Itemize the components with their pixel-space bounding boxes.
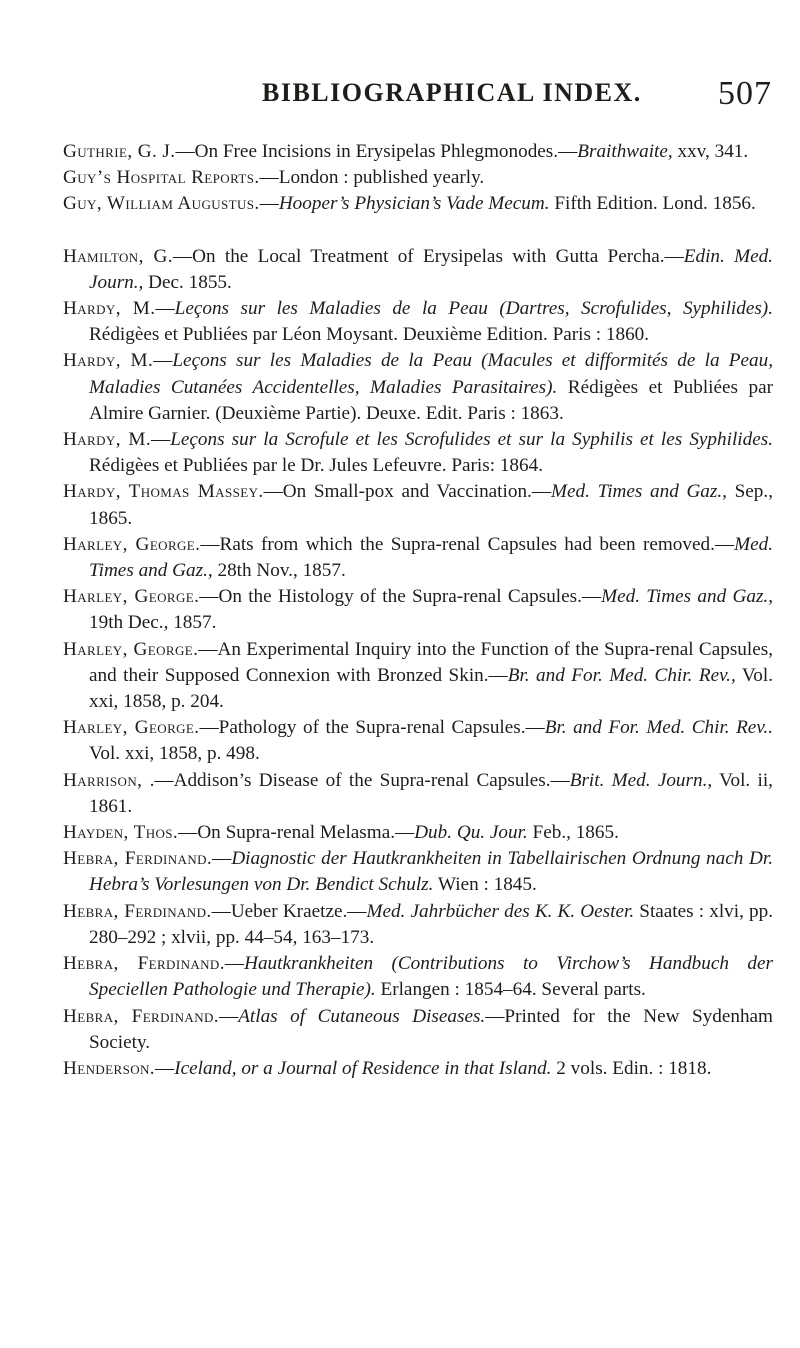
entry-text: —On Free Incisions in Erysipelas Phlegmonodes.— bbox=[175, 141, 578, 162]
index-entry bbox=[63, 348, 773, 427]
entry-author: Hardy, M. bbox=[63, 429, 152, 451]
entry-text: Feb., 1865. bbox=[527, 822, 619, 844]
entry-text: Erlangen : 1854–64. Several parts. bbox=[375, 979, 646, 1001]
entry-text: Vol. ii, 1861. bbox=[89, 769, 773, 817]
running-title: BIBLIOGRAPHICAL INDEX. bbox=[262, 78, 642, 107]
entry-italic: Med. Times and Gaz., bbox=[551, 481, 727, 503]
entry-italic: Med. Times and Gaz., bbox=[601, 586, 774, 608]
entry-italic: Brit. Med. Journ., bbox=[569, 769, 713, 791]
entry-text: Wien : 1845. bbox=[433, 874, 537, 896]
index-entry bbox=[63, 846, 773, 898]
entry-text: 2 vols. Edin. : 1818. bbox=[551, 1057, 712, 1079]
index-entry bbox=[63, 820, 773, 846]
entry-text: —On Small-pox and Vaccination.— bbox=[263, 481, 552, 503]
entry-italic: Dub. Qu. Jour. bbox=[414, 822, 528, 844]
entry-text: — bbox=[155, 1057, 175, 1079]
entry-text: Vol. xxi, 1858, p. 204. bbox=[89, 664, 773, 713]
entry-author: Guy, William Augustus. bbox=[63, 193, 260, 215]
entry-author: Harley, George. bbox=[63, 717, 200, 739]
entry-italic: Leçons sur la Scrofule et les Scrofulides et sur la Syphilis et les Syphilides. bbox=[170, 429, 773, 451]
entry-author: Hardy, Thomas Massey. bbox=[63, 481, 264, 503]
index-entry bbox=[63, 165, 773, 191]
index-entry bbox=[63, 899, 773, 951]
entry-italic: Hautkrankheiten (Contributions to Virchow’s Handbuch der Speciellen Pathologie und Therapie). bbox=[89, 953, 773, 1001]
index-entry bbox=[63, 191, 773, 217]
entry-italic: Hooper’s Physician’s Vade Mecum. bbox=[278, 193, 550, 215]
entry-author: Hardy, M. bbox=[63, 298, 156, 320]
index-entry bbox=[63, 1004, 773, 1056]
entry-text: — bbox=[153, 350, 173, 372]
entry-text: Vol. xxi, 1858, p. 498. bbox=[89, 743, 260, 765]
entry-italic: Diagnostic der Hautkrankheiten in Tabellairischen Ordnung nach Dr. Hebra’s Vorlesungen von Dr. Bendict Schulz. bbox=[89, 848, 773, 896]
entry-text: —London : published yearly. bbox=[259, 167, 485, 189]
entry-italic: Leçons sur les Maladies de la Peau (Macules et difformités de la Peau, Maladies Cutanées Accidentelles, Maladies Parasitaires). bbox=[89, 350, 774, 398]
entry-author: Hebra, Ferdinand. bbox=[63, 1005, 219, 1027]
entry-author: Hamilton, G. bbox=[63, 245, 173, 267]
index-entry bbox=[63, 951, 773, 1003]
entry-text: 19th Dec., 1857. bbox=[89, 612, 217, 634]
index-entry bbox=[63, 532, 773, 584]
index-entry bbox=[63, 244, 773, 296]
entry-author: Guy’s Hospital Reports. bbox=[63, 167, 260, 189]
entry-text: — bbox=[259, 193, 279, 215]
entry-italic: Atlas of Cutaneous Diseases. bbox=[238, 1005, 486, 1027]
entry-text: —On Supra-renal Melasma.— bbox=[178, 822, 415, 844]
entry-text: —Rats from which the Supra-renal Capsules had been removed.— bbox=[200, 533, 735, 555]
index-entry bbox=[63, 715, 773, 767]
entry-author: Hebra, Ferdinand. bbox=[63, 848, 213, 870]
entry-author: Hardy, M. bbox=[63, 350, 154, 372]
entry-italic: Br. and For. Med. Chir. Rev., bbox=[507, 664, 736, 686]
entry-italic: Edin. Med. Journ., bbox=[89, 245, 773, 293]
entry-text: Staates : xlvi, pp. 280–292 ; xlvii, pp. 44–54, 163–173. bbox=[89, 900, 774, 948]
entry-text: — bbox=[155, 298, 175, 320]
entry-italic: Leçons sur les Maladies de la Peau (Dartres, Scrofulides, Syphilides). bbox=[174, 298, 773, 320]
entry-author: Hebra, Ferdinand. bbox=[63, 900, 212, 922]
page-header bbox=[62, 75, 772, 118]
entry-text: —Pathology of the Supra-renal Capsules.— bbox=[199, 717, 545, 739]
entry-text: —On the Local Treatment of Erysipelas with Gutta Percha.— bbox=[172, 245, 684, 267]
entry-author: Harley, George. bbox=[63, 638, 199, 660]
index-entry bbox=[63, 427, 773, 479]
entry-author: Harrison, bbox=[63, 769, 143, 791]
entry-text: Rédigèes et Publiées par Almire Garnier. (Deuxième Partie). Deuxe. Edit. Paris : 1863. bbox=[89, 376, 774, 424]
entry-text: Dec. 1855. bbox=[143, 271, 232, 293]
entry-text: 28th Nov., 1857. bbox=[212, 560, 346, 582]
entry-text: —Printed for the New Sydenham Society. bbox=[89, 1005, 773, 1053]
entry-text: Sep., 1865. bbox=[89, 481, 773, 529]
entry-text: — bbox=[219, 1005, 239, 1027]
entry-italic: Med. Jahrbücher des K. K. Oester. bbox=[366, 900, 635, 922]
entry-author: Hayden, Thos. bbox=[63, 822, 179, 844]
entry-author: Hebra, Ferdinand. bbox=[63, 953, 225, 975]
entry-text: —Ueber Kraetze.— bbox=[211, 900, 367, 922]
entry-text: Fifth Edition. Lond. 1856. bbox=[549, 193, 756, 215]
entry-italic: Iceland, or a Journal of Residence in that Island. bbox=[174, 1057, 552, 1079]
index-entry bbox=[63, 1056, 773, 1082]
entry-author: Harley, George. bbox=[63, 533, 201, 555]
entry-author: Henderson. bbox=[63, 1057, 155, 1079]
index-entry bbox=[63, 139, 773, 165]
entry-author: Guthrie, G. J. bbox=[63, 141, 176, 162]
entry-text: — bbox=[151, 429, 171, 451]
entry-italic: Br. and For. Med. Chir. Rev.. bbox=[544, 717, 774, 739]
entry-text: —An Experimental Inquiry into the Function of the Supra-renal Capsules, and their Supposed Connexion with Bronzed Skin.— bbox=[89, 638, 773, 686]
page-number: 507 bbox=[718, 75, 772, 112]
index-entry bbox=[63, 768, 773, 820]
index-entry bbox=[63, 584, 773, 636]
entry-text: — bbox=[224, 953, 245, 975]
entry-italic: Braithwaite, bbox=[577, 141, 673, 162]
index-entry bbox=[63, 637, 773, 716]
index-entry bbox=[63, 296, 773, 348]
index-entry bbox=[63, 479, 773, 531]
entry-text: xxv, 341. bbox=[672, 141, 749, 162]
entry-text: Rédigèes et Publiées par Léon Moysant. Deuxième Edition. Paris : 1860. bbox=[89, 324, 650, 346]
entry-text: — bbox=[212, 848, 232, 870]
index-entries bbox=[63, 139, 773, 1082]
entry-text: .—Addison’s Disease of the Supra-renal Capsules.— bbox=[142, 769, 570, 791]
entry-text: Rédigèes et Publiées par le Dr. Jules Lefeuvre. Paris: 1864. bbox=[89, 455, 543, 477]
entry-author: Harley, George. bbox=[63, 586, 200, 608]
entry-text: —On the Histology of the Supra-renal Capsules.— bbox=[199, 586, 602, 608]
entry-italic: Med. Times and Gaz., bbox=[89, 533, 773, 582]
